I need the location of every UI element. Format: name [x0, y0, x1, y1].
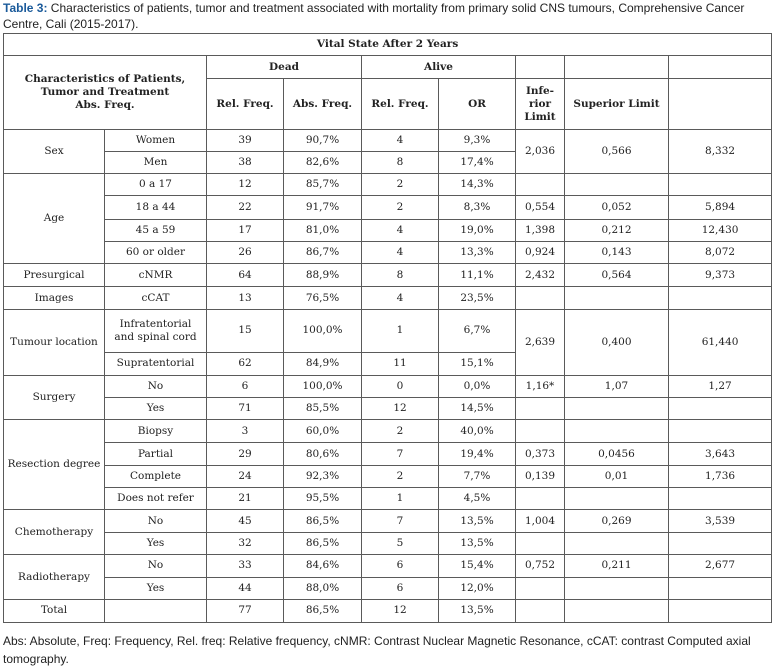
or-cell: 2,432 — [516, 263, 565, 286]
value-cell: 0 — [362, 375, 439, 397]
category-line1: Infratentorial — [119, 317, 192, 330]
value-cell: 92,3% — [284, 465, 362, 487]
value-cell: 23,5% — [439, 287, 516, 310]
header-empty-cell — [516, 56, 565, 79]
table-row — [4, 398, 772, 420]
value-cell: 29 — [207, 443, 284, 465]
or-cell — [516, 174, 565, 196]
value-cell: 62 — [207, 352, 284, 375]
or-cell — [516, 420, 565, 443]
inferior-cell: 0,143 — [565, 241, 669, 263]
superior-cell — [669, 599, 772, 622]
inferior-cell: 0,052 — [565, 196, 669, 219]
value-cell: 60,0% — [284, 420, 362, 443]
table-row — [4, 465, 772, 487]
table-row — [4, 129, 772, 151]
category-cell: Men — [105, 151, 207, 173]
superior-cell: 2,677 — [669, 555, 772, 577]
value-cell: 12 — [362, 599, 439, 622]
value-cell: 13,5% — [439, 533, 516, 555]
value-cell: 11 — [362, 352, 439, 375]
value-cell: 5 — [362, 533, 439, 555]
inferior-limit-header — [516, 79, 565, 129]
value-cell: 85,7% — [284, 174, 362, 196]
group-label: Chemotherapy — [4, 509, 105, 554]
value-cell: 33 — [207, 555, 284, 577]
caption-text: Characteristics of patients, tumor and treatment associated with mortality from primary solid CNS tumours, Comprehensive Cancer Centre, Cali (2015-2017). — [3, 1, 745, 31]
category-cell — [105, 310, 207, 352]
inferior-cell: 1,07 — [565, 375, 669, 397]
table-row — [4, 487, 772, 509]
table-caption — [3, 0, 771, 32]
value-cell: 40,0% — [439, 420, 516, 443]
header-empty-cell — [669, 79, 772, 129]
superior-cell: 5,894 — [669, 196, 772, 219]
value-cell: 6,7% — [439, 310, 516, 352]
table-row — [4, 533, 772, 555]
or-cell: 1,004 — [516, 509, 565, 532]
value-cell: 13,3% — [439, 241, 516, 263]
category-cell: No — [105, 375, 207, 397]
value-cell: 4 — [362, 129, 439, 151]
value-cell: 13 — [207, 287, 284, 310]
characteristics-header — [4, 56, 207, 130]
value-cell: 77 — [207, 599, 284, 622]
alive-rel-freq-header: Rel. Freq. — [362, 79, 439, 129]
table-row — [4, 174, 772, 196]
table-footnote: Abs: Absolute, Freq: Frequency, Rel. freq: Relative frequency, cNMR: Contrast Nuclear Magnetic Resonance, cCAT: contrast Computed axial tomography. — [3, 634, 751, 666]
value-cell: 2 — [362, 196, 439, 219]
group-label: Tumour location — [4, 310, 105, 376]
value-cell: 0,0% — [439, 375, 516, 397]
value-cell: 1 — [362, 310, 439, 352]
value-cell: 15,1% — [439, 352, 516, 375]
table-row — [4, 241, 772, 263]
value-cell: 7 — [362, 509, 439, 532]
inferior-cell: 0,211 — [565, 555, 669, 577]
inferior-cell: 0,564 — [565, 263, 669, 286]
category-cell: Partial — [105, 443, 207, 465]
or-cell — [516, 577, 565, 599]
value-cell: 15 — [207, 310, 284, 352]
or-cell — [516, 398, 565, 420]
value-cell: 45 — [207, 509, 284, 532]
value-cell: 12 — [362, 398, 439, 420]
group-label: Presurgical — [4, 263, 105, 286]
table-row — [4, 263, 772, 286]
dead-abs-freq-header: Abs. Freq. — [284, 79, 362, 129]
inferior-cell: 0,01 — [565, 465, 669, 487]
value-cell: 14,3% — [439, 174, 516, 196]
value-cell: 71 — [207, 398, 284, 420]
value-cell: 24 — [207, 465, 284, 487]
superior-cell: 1,27 — [669, 375, 772, 397]
group-label: Sex — [4, 129, 105, 173]
characteristics-header-line1: Characteristics of Patients, — [24, 72, 186, 85]
category-cell: Biopsy — [105, 420, 207, 443]
table-row — [4, 196, 772, 219]
table-row — [4, 420, 772, 443]
or-header: OR — [439, 79, 516, 129]
group-label: Age — [4, 174, 105, 264]
value-cell: 8 — [362, 151, 439, 173]
or-cell — [516, 599, 565, 622]
inferior-cell — [565, 398, 669, 420]
superior-limit-header: Superior Limit — [565, 79, 669, 129]
or-cell — [516, 287, 565, 310]
table-row — [4, 310, 772, 352]
value-cell: 7,7% — [439, 465, 516, 487]
superior-cell: 8,072 — [669, 241, 772, 263]
value-cell: 64 — [207, 263, 284, 286]
table-row — [4, 555, 772, 577]
value-cell: 2 — [362, 174, 439, 196]
header-row-1 — [4, 34, 772, 56]
value-cell: 4 — [362, 219, 439, 241]
value-cell: 17 — [207, 219, 284, 241]
category-line2: and spinal cord — [114, 330, 197, 343]
category-cell: 60 or older — [105, 241, 207, 263]
value-cell: 84,9% — [284, 352, 362, 375]
value-cell: 7 — [362, 443, 439, 465]
value-cell: 21 — [207, 487, 284, 509]
superior-cell — [669, 398, 772, 420]
group-label: Total — [4, 599, 105, 622]
value-cell: 8,3% — [439, 196, 516, 219]
inferior-cell — [565, 533, 669, 555]
inferior-cell: 0,269 — [565, 509, 669, 532]
or-cell: 1,398 — [516, 219, 565, 241]
value-cell: 4 — [362, 287, 439, 310]
value-cell: 91,7% — [284, 196, 362, 219]
category-cell — [105, 599, 207, 622]
value-cell: 12,0% — [439, 577, 516, 599]
inferior-cell: 0,212 — [565, 219, 669, 241]
inferior-cell: 0,0456 — [565, 443, 669, 465]
inferior-cell: 0,400 — [565, 310, 669, 376]
superior-cell — [669, 577, 772, 599]
group-label: Resection degree — [4, 420, 105, 510]
category-cell: 0 a 17 — [105, 174, 207, 196]
inferior-cell: 0,566 — [565, 129, 669, 173]
category-cell: Yes — [105, 398, 207, 420]
inferior-header-line2: rior — [528, 97, 552, 110]
category-cell: No — [105, 509, 207, 532]
value-cell: 3 — [207, 420, 284, 443]
value-cell: 2 — [362, 420, 439, 443]
value-cell: 84,6% — [284, 555, 362, 577]
inferior-cell — [565, 599, 669, 622]
inferior-header-line3: Limit — [524, 110, 556, 123]
table-row — [4, 577, 772, 599]
value-cell: 14,5% — [439, 398, 516, 420]
category-cell: Supratentorial — [105, 352, 207, 375]
category-cell: Yes — [105, 533, 207, 555]
or-cell: 0,139 — [516, 465, 565, 487]
superior-cell: 61,440 — [669, 310, 772, 376]
or-cell — [516, 487, 565, 509]
value-cell: 1 — [362, 487, 439, 509]
table-label: Table 3: — [3, 1, 48, 15]
value-cell: 100,0% — [284, 310, 362, 352]
or-cell: 1,16* — [516, 375, 565, 397]
mortality-table — [3, 33, 772, 623]
table-row — [4, 509, 772, 532]
value-cell: 6 — [362, 577, 439, 599]
value-cell: 15,4% — [439, 555, 516, 577]
vital-state-header: Vital State After 2 Years — [4, 34, 772, 56]
value-cell: 19,4% — [439, 443, 516, 465]
or-cell — [516, 533, 565, 555]
value-cell: 90,7% — [284, 129, 362, 151]
inferior-cell — [565, 174, 669, 196]
inferior-cell — [565, 577, 669, 599]
characteristics-header-line3: Abs. Freq. — [75, 98, 135, 111]
value-cell: 100,0% — [284, 375, 362, 397]
superior-cell — [669, 174, 772, 196]
category-cell: cNMR — [105, 263, 207, 286]
header-row-2 — [4, 56, 772, 79]
value-cell: 39 — [207, 129, 284, 151]
value-cell: 85,5% — [284, 398, 362, 420]
table-row — [4, 219, 772, 241]
value-cell: 4,5% — [439, 487, 516, 509]
value-cell: 88,0% — [284, 577, 362, 599]
category-cell: 18 a 44 — [105, 196, 207, 219]
value-cell: 26 — [207, 241, 284, 263]
value-cell: 6 — [362, 555, 439, 577]
inferior-cell — [565, 287, 669, 310]
value-cell: 13,5% — [439, 599, 516, 622]
superior-cell — [669, 287, 772, 310]
value-cell: 81,0% — [284, 219, 362, 241]
value-cell: 76,5% — [284, 287, 362, 310]
or-cell: 0,373 — [516, 443, 565, 465]
category-cell: cCAT — [105, 287, 207, 310]
total-row — [4, 599, 772, 622]
value-cell: 8 — [362, 263, 439, 286]
value-cell: 32 — [207, 533, 284, 555]
category-cell: Women — [105, 129, 207, 151]
or-cell: 2,639 — [516, 310, 565, 376]
group-label: Radiotherapy — [4, 555, 105, 599]
inferior-cell — [565, 487, 669, 509]
category-cell: Yes — [105, 577, 207, 599]
header-empty-cell — [565, 56, 669, 79]
superior-cell: 9,373 — [669, 263, 772, 286]
characteristics-header-line2: Tumor and Treatment — [40, 85, 170, 98]
value-cell: 6 — [207, 375, 284, 397]
value-cell: 13,5% — [439, 509, 516, 532]
or-cell: 0,554 — [516, 196, 565, 219]
value-cell: 2 — [362, 465, 439, 487]
group-label: Surgery — [4, 375, 105, 419]
category-cell: 45 a 59 — [105, 219, 207, 241]
value-cell: 86,5% — [284, 599, 362, 622]
dead-rel-freq-header: Rel. Freq. — [207, 79, 284, 129]
category-cell: No — [105, 555, 207, 577]
table-row — [4, 287, 772, 310]
inferior-header-line1: Infe- — [525, 84, 555, 97]
superior-cell — [669, 487, 772, 509]
category-cell: Complete — [105, 465, 207, 487]
superior-cell: 3,539 — [669, 509, 772, 532]
or-cell: 0,924 — [516, 241, 565, 263]
value-cell: 9,3% — [439, 129, 516, 151]
dead-header: Dead — [207, 56, 362, 79]
value-cell: 4 — [362, 241, 439, 263]
superior-cell: 12,430 — [669, 219, 772, 241]
header-empty-cell — [669, 56, 772, 79]
table-row — [4, 443, 772, 465]
value-cell: 12 — [207, 174, 284, 196]
superior-cell — [669, 420, 772, 443]
value-cell: 95,5% — [284, 487, 362, 509]
table-row — [4, 375, 772, 397]
group-label: Images — [4, 287, 105, 310]
superior-cell — [669, 533, 772, 555]
value-cell: 44 — [207, 577, 284, 599]
value-cell: 88,9% — [284, 263, 362, 286]
superior-cell: 1,736 — [669, 465, 772, 487]
value-cell: 86,5% — [284, 533, 362, 555]
superior-cell: 8,332 — [669, 129, 772, 173]
value-cell: 38 — [207, 151, 284, 173]
value-cell: 22 — [207, 196, 284, 219]
or-cell: 0,752 — [516, 555, 565, 577]
value-cell: 82,6% — [284, 151, 362, 173]
inferior-cell — [565, 420, 669, 443]
category-cell: Does not refer — [105, 487, 207, 509]
value-cell: 19,0% — [439, 219, 516, 241]
value-cell: 86,5% — [284, 509, 362, 532]
value-cell: 11,1% — [439, 263, 516, 286]
superior-cell: 3,643 — [669, 443, 772, 465]
alive-header: Alive — [362, 56, 516, 79]
value-cell: 17,4% — [439, 151, 516, 173]
or-cell: 2,036 — [516, 129, 565, 173]
value-cell: 86,7% — [284, 241, 362, 263]
value-cell: 80,6% — [284, 443, 362, 465]
